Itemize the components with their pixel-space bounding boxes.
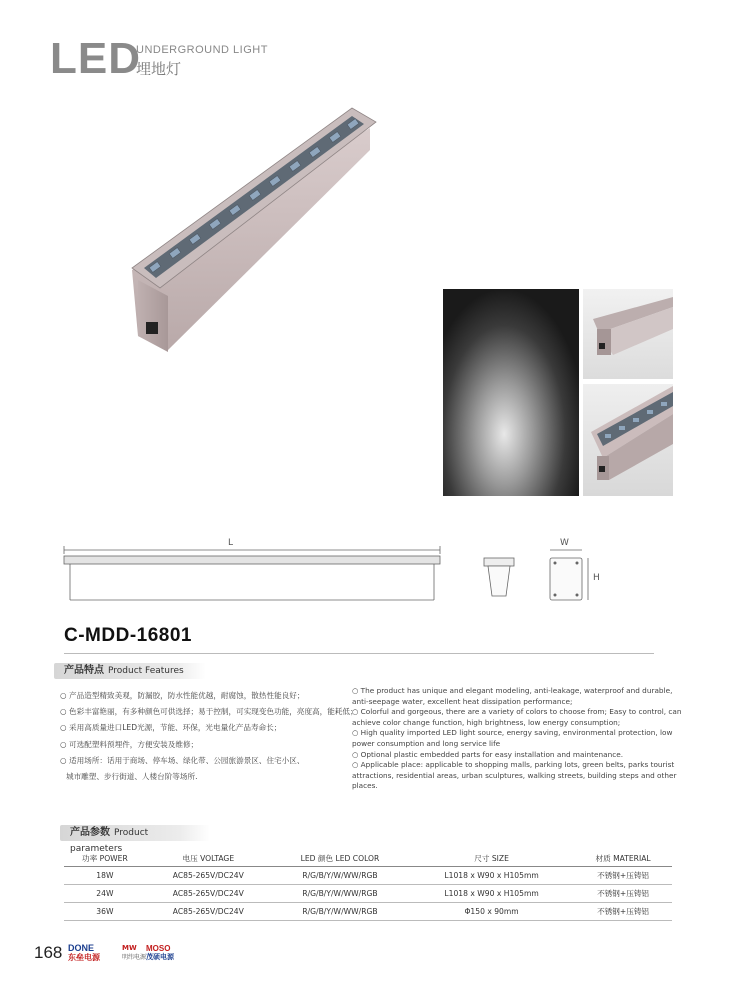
- col-size: 尺寸 SIZE: [409, 851, 574, 867]
- features-list-en: [352, 686, 682, 792]
- subtitle-en: UNDERGROUND LIGHT: [136, 44, 268, 56]
- col-voltage: 电压 VOLTAGE: [146, 851, 271, 867]
- col-material: 材质 MATERIAL: [574, 851, 672, 867]
- feature-cn-item: ○ 采用高质量进口LED光源，节能、环保，光电量化产品寿命长；: [60, 723, 282, 733]
- cell: AC85-265V/DC24V: [146, 885, 271, 903]
- table-row: [64, 867, 672, 885]
- features-heading: [54, 663, 206, 679]
- feature-cn-item: 城市雕塑、步行街道、人楼台阶等场所.: [66, 772, 198, 782]
- cell: L1018 x W90 x H105mm: [409, 885, 574, 903]
- col-power: 功率 POWER: [64, 851, 146, 867]
- feature-en-item: ○ Applicable place: applicable to shopping malls, parking lots, green belts, parks tourist attractions, residential areas, urban sculptures, walking streets, building steps and other places.: [352, 760, 677, 791]
- feature-cn-item: ○ 可选配塑料预埋件，方便安装及维修；: [60, 739, 199, 749]
- feature-en-item: ○ Optional plastic embedded parts for easy installation and maintenance.: [352, 749, 624, 759]
- product-photo-detail: [583, 384, 673, 496]
- brand-title: LED: [50, 34, 141, 83]
- model-title: C-MDD-16801: [64, 625, 192, 646]
- cell: AC85-265V/DC24V: [146, 903, 271, 921]
- brand-logo-moso: [146, 944, 174, 962]
- col-led-color: LED 颜色 LED COLOR: [271, 851, 409, 867]
- feature-en-item: ○ High quality imported LED light source, energy saving, environmental protection, low power consumption and long service life: [352, 728, 673, 748]
- divider: [64, 653, 654, 654]
- features-list-cn: [60, 688, 358, 785]
- product-photo-angle: [583, 289, 673, 379]
- height-label: H: [593, 573, 600, 583]
- length-label: L: [228, 538, 234, 548]
- page-number: 168: [34, 943, 63, 962]
- brand-logo-mw: [122, 944, 146, 962]
- lighting-photo: [443, 289, 579, 496]
- cell: 18W: [64, 867, 146, 885]
- cell: 不锈钢+压铸铝: [574, 885, 672, 903]
- subtitle-cn: 埋地灯: [136, 60, 182, 78]
- params-heading-cn: 产品参数: [70, 827, 110, 838]
- params-heading-en: Product parameters: [70, 828, 149, 854]
- logo-mw-cn: 明纬电源: [122, 954, 147, 961]
- feature-en-item: ○ The product has unique and elegant modeling, anti-leakage, waterproof and durable, anti-seepage water, excellent heat dissipation performance;: [352, 686, 673, 706]
- logo-moso-text: MOSO: [146, 944, 171, 953]
- feature-cn-item: ○ 产品造型精致美观，防漏胶，防水性能优越，耐腐蚀，散热性能良好；: [60, 691, 305, 700]
- cell: L1018 x W90 x H105mm: [409, 867, 574, 885]
- table-row: [64, 903, 672, 921]
- feature-en-item: ○ Colorful and gorgeous, there are a variety of colors to choose from; Easy to control, can achieve color change function, high brightness, low energy consumption;: [352, 707, 682, 727]
- width-label: W: [560, 538, 569, 548]
- cell: AC85-265V/DC24V: [146, 867, 271, 885]
- logo-mw-text: MW: [122, 944, 137, 952]
- features-heading-cn: 产品特点: [64, 665, 104, 676]
- table-row: [64, 885, 672, 903]
- cell: Φ150 x 90mm: [409, 903, 574, 921]
- features-heading-en: Product Features: [108, 666, 184, 676]
- cell: R/G/B/Y/W/WW/RGB: [271, 885, 409, 903]
- cell: R/G/B/Y/W/WW/RGB: [271, 903, 409, 921]
- cell: 不锈钢+压铸铝: [574, 867, 672, 885]
- logo-done-cn: 东垒电源: [68, 953, 100, 962]
- params-heading: [60, 825, 210, 854]
- brand-logo-done: [68, 944, 100, 962]
- feature-cn-item: ○ 适用场所：话用于商场、停车场、绿化带、公园旅游景区、住宅小区、: [60, 755, 305, 765]
- cell: 不锈钢+压铸铝: [574, 903, 672, 921]
- product-image: [120, 100, 380, 360]
- table-header-row: [64, 851, 672, 867]
- dimension-drawing: [60, 536, 620, 606]
- params-table: [64, 851, 672, 921]
- cell: 24W: [64, 885, 146, 903]
- cell: 36W: [64, 903, 146, 921]
- cell: R/G/B/Y/W/WW/RGB: [271, 867, 409, 885]
- logo-done-text: DONE: [68, 943, 95, 953]
- logo-moso-cn: 茂硕电源: [146, 954, 174, 961]
- feature-cn-item: ○ 色彩丰富艳丽，有多种颜色可供选择；易于控制，可实现变色功能，亮度高，能耗低；: [60, 707, 358, 717]
